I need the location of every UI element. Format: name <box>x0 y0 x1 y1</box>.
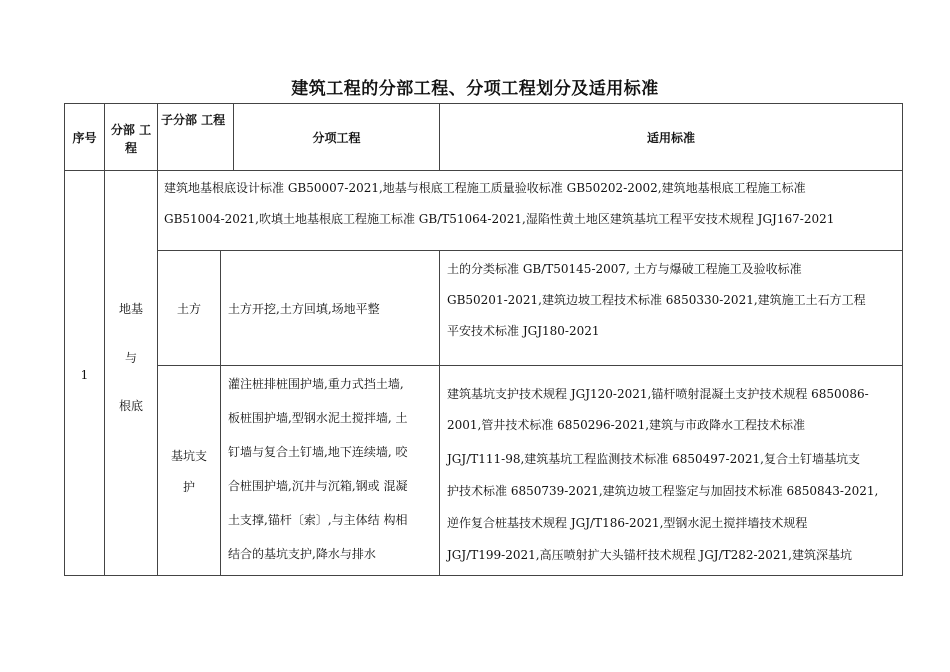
row-rule-earthwork <box>157 365 903 366</box>
division-line2: 与 <box>124 351 137 365</box>
header-item: 分项工程 <box>312 131 361 145</box>
header-subdivision: 子分部 工程 <box>161 113 226 127</box>
document-title: 建筑工程的分部工程、分项工程划分及适用标准 <box>291 79 659 99</box>
division-line1: 地基 <box>118 302 143 316</box>
support-items-line1: 灌注桩排桩围护墙,重力式挡土墙, <box>228 377 404 391</box>
subdivision-earthwork: 土方 <box>176 302 201 316</box>
support-items-line3: 钉墙与复合土钉墙,地下连续墙, 咬 <box>228 445 408 459</box>
earthwork-standards-line1: 土的分类标准 GB/T50145-2007, 土方与爆破工程施工及验收标准 <box>447 262 802 276</box>
row-seq: 1 <box>80 368 89 382</box>
support-standards-line1: 建筑基坑支护技术规程 JGJ120-2021,锚杆喷射混凝土支护技术规程 6850086- <box>447 387 869 401</box>
support-standards-line5: 逆作复合桩基技术规程 JGJ/T186-2021,型钢水泥土搅拌墙技术规程 <box>447 516 808 530</box>
support-standards-line4: 护技术标准 6850739-2021,建筑边坡工程鉴定与加固技术标准 6850843-2021, <box>447 484 879 498</box>
support-standards-line2: 2001,管井技术标准 6850296-2021,建筑与市政降水工程技术标准 <box>447 418 806 432</box>
col-rule-item <box>439 250 440 576</box>
earthwork-standards-line2: GB50201-2021,建筑边坡工程技术标准 6850330-2021,建筑施工土石方工程 <box>447 293 866 307</box>
header-bottom-rule <box>64 170 903 171</box>
header-seq: 序号 <box>72 131 97 145</box>
row-rule-general <box>157 250 903 251</box>
header-standard: 适用标准 <box>646 131 695 145</box>
support-items-line6: 结合的基坑支护,降水与排水 <box>228 547 376 561</box>
earthwork-items: 土方开挖,土方回填,场地平整 <box>228 302 380 316</box>
support-standards-line6: JGJ/T199-2021,高压喷射扩大头锚杆技术规程 JGJ/T282-2021,建筑深基坑 <box>447 548 852 562</box>
earthwork-standards-line3: 平安技术标准 JGJ180-2021 <box>447 324 600 338</box>
header-division-line2: 程 <box>124 141 137 155</box>
support-items-line4: 合桩围护墙,沉井与沉箱,钢或 混凝 <box>228 479 408 493</box>
subdivision-support-line1: 基坑支 <box>170 449 207 463</box>
col-rule-division <box>157 103 158 576</box>
table-border-right <box>902 103 903 576</box>
table-border-left <box>64 103 65 576</box>
division-line3: 根底 <box>118 399 143 413</box>
header-division-line1: 分部 工 <box>110 123 152 137</box>
general-standards-line1: 建筑地基根底设计标准 GB50007-2021,地基与根底工程施工质量验收标准 GB50202-2002,建筑地基根底工程施工标准 <box>164 181 806 195</box>
col-rule-seq <box>104 103 105 576</box>
support-items-line5: 土支撑,锚杆〔索〕,与主体结 构相 <box>228 513 408 527</box>
table-border-top <box>64 103 903 104</box>
subdivision-support-line2: 护 <box>182 480 195 494</box>
support-items-line2: 板桩围护墙,型钢水泥土搅拌墙, 土 <box>228 411 408 425</box>
support-standards-line3: JGJ/T111-98,建筑基坑工程监测技术标准 6850497-2021,复合土钉墙基坑支 <box>447 452 860 466</box>
general-standards-line2: GB51004-2021,吹填土地基根底工程施工标准 GB/T51064-2021,湿陷性黄土地区建筑基坑工程平安技术规程 JGJ167-2021 <box>164 212 835 226</box>
table-border-bottom <box>64 575 903 576</box>
